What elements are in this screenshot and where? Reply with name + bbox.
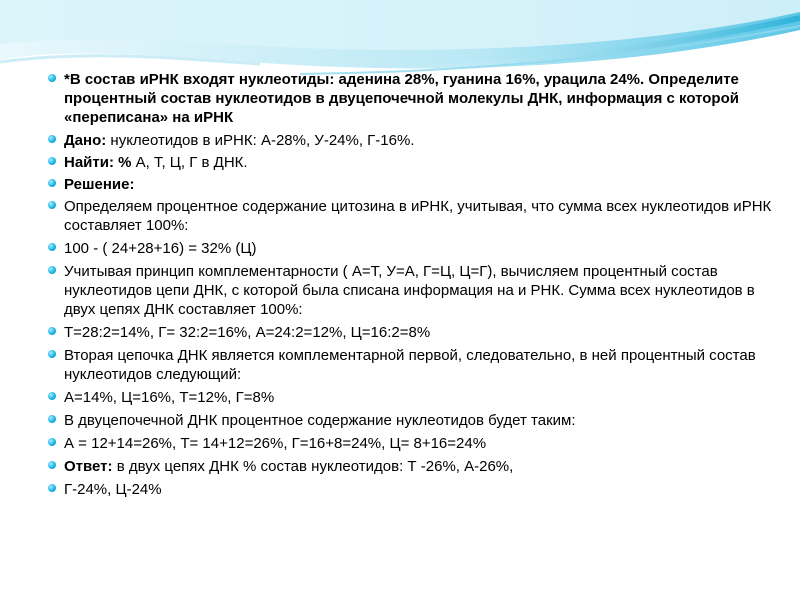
step-text: Определяем процентное содержание цитозина в иРНК, учитывая, что сумма всех нуклеотидов иРНК составляет 100%:: [64, 198, 772, 234]
bullet-icon: [48, 74, 56, 82]
list-item: [48, 457, 788, 476]
bullet-icon: [48, 243, 56, 251]
decorative-wave-banner: [0, 0, 800, 80]
step-text: 100 - ( 24+28+16) = 32% (Ц): [64, 240, 257, 257]
bullet-icon: [48, 350, 56, 358]
step-text: Учитывая принцип комплементарности ( А=Т, У=А, Г=Ц, Ц=Г), вычисляем процентный состав нуклеотидов цепи ДНК, с которой была списана информация на и РНК. Сумма всех нуклеотидов в двух цепях ДНК составляет 100%:: [64, 263, 755, 318]
list-item: [48, 388, 788, 407]
given-label: Дано:: [64, 132, 107, 149]
list-item: [48, 411, 788, 430]
list-item: [48, 153, 788, 172]
find-label: Найти: %: [64, 154, 132, 171]
step-text: А=14%, Ц=16%, Т=12%, Г=8%: [64, 389, 275, 406]
find-text: А, Т, Ц, Г в ДНК.: [131, 154, 248, 171]
bullet-icon: [48, 179, 56, 187]
bullet-icon: [48, 461, 56, 469]
step-text: Т=28:2=14%, Г= 32:2=16%, А=24:2=12%, Ц=16:2=8%: [64, 324, 431, 341]
given-text: нуклеотидов в иРНК: А-28%, У-24%, Г-16%.: [106, 132, 415, 149]
slide-content: [48, 70, 788, 503]
bullet-icon: [48, 201, 56, 209]
bullet-icon: [48, 438, 56, 446]
list-item: [48, 239, 788, 258]
answer-text-continued: Г-24%, Ц-24%: [64, 481, 162, 498]
bullet-icon: [48, 327, 56, 335]
bullet-icon: [48, 484, 56, 492]
list-item: [48, 323, 788, 342]
step-text: Вторая цепочка ДНК является комплементарной первой, следовательно, в ней процентный состав нуклеотидов следующий:: [64, 347, 756, 383]
bullet-icon: [48, 266, 56, 274]
list-item: [48, 70, 788, 127]
step-text: В двуцепочечной ДНК процентное содержание нуклеотидов будет таким:: [64, 412, 576, 429]
list-item: [48, 480, 788, 499]
solution-label: Решение:: [64, 176, 135, 193]
answer-label: Ответ:: [64, 458, 113, 475]
bullet-icon: [48, 415, 56, 423]
list-item: [48, 262, 788, 319]
bullet-icon: [48, 135, 56, 143]
list-item: [48, 346, 788, 384]
bullet-icon: [48, 157, 56, 165]
list-item: [48, 175, 788, 194]
list-item: [48, 434, 788, 453]
list-item: [48, 131, 788, 150]
bullet-icon: [48, 392, 56, 400]
list-item: [48, 197, 788, 235]
answer-text: в двух цепях ДНК % состав нуклеотидов: Т -26%, А-26%,: [112, 458, 514, 475]
step-text: А = 12+14=26%, Т= 14+12=26%, Г=16+8=24%, Ц= 8+16=24%: [64, 435, 487, 452]
task-text: *В состав иРНК входят нуклеотиды: аденина 28%, гуанина 16%, урацила 24%. Определите процентный состав нуклеотидов в двуцепочечной молекулы ДНК, информация с которой «переписана» на иРНК: [64, 71, 739, 126]
